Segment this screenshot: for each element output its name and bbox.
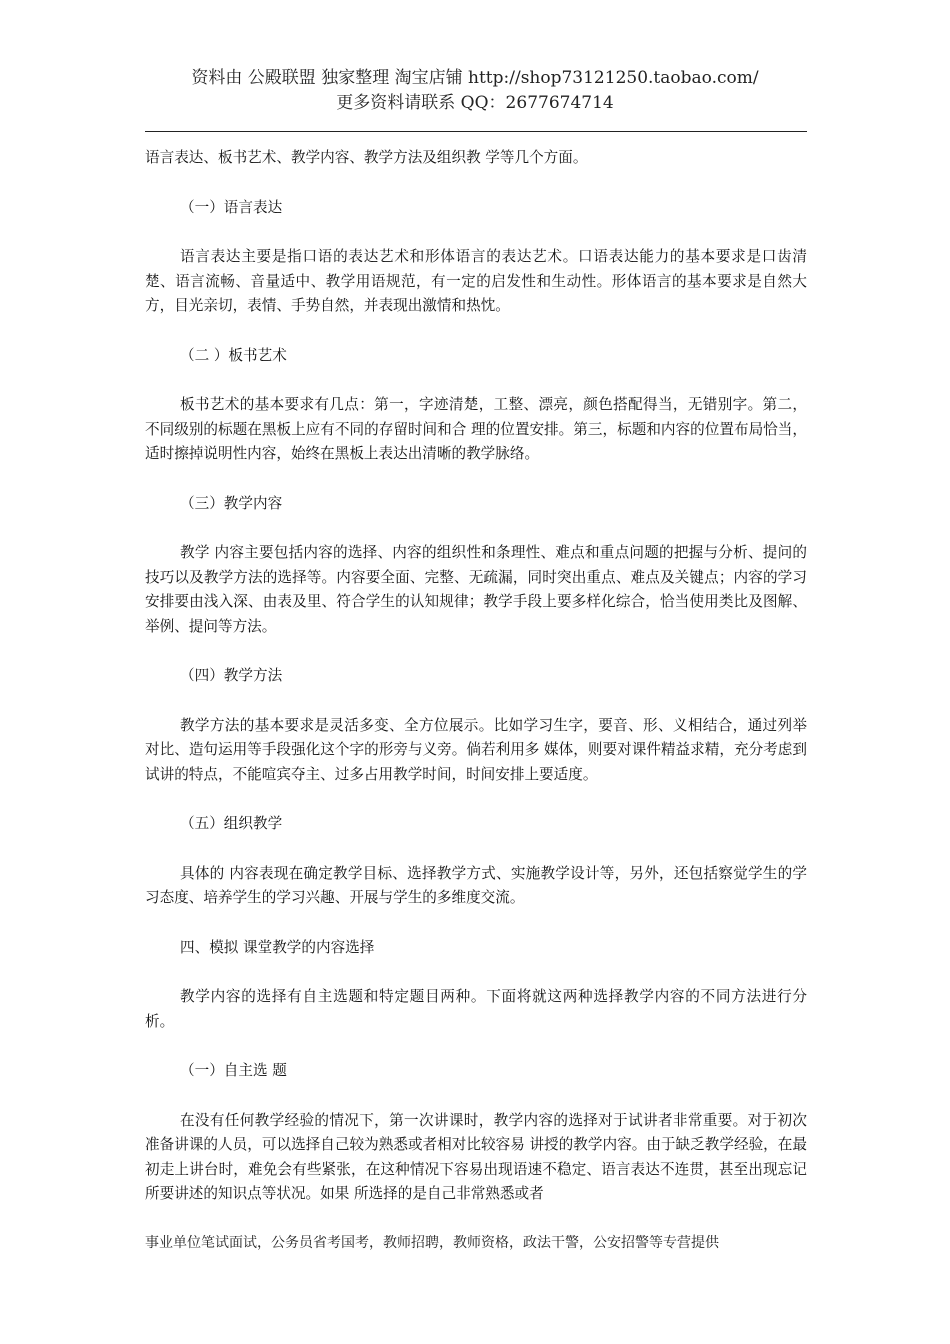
intro-text: 语言表达、板书艺术、教学内容、教学方法及组织教 学等几个方面。 <box>145 149 588 166</box>
paragraph-method: 教学方法的基本要求是灵活多变、全方位展示。比如学习生字，要音、形、义相结合，通过列举对比、造句运用等手段强化这个字的形旁与义旁。倘若利用多 媒体，则要对课件精益求精，充分考虑到试讲的特点，不能喧宾夺主、过多占用教学时间，时间安排上要适度。 <box>145 716 807 783</box>
header-divider <box>145 131 807 132</box>
section-heading-content-selection: 四、模拟 课堂教学的内容选择 <box>180 938 375 956</box>
document-body <box>145 146 807 1232</box>
paragraph-language: 语言表达主要是指口语的表达艺术和形体语言的表达艺术。口语表达能力的基本要求是口齿清楚、语言流畅、音量适中、教学用语规范，有一定的启发性和生动性。形体语言的基本要求是自然大方，目光亲切，表情、手势自然，并表现出激情和热忱。 <box>145 248 807 314</box>
section-heading-blackboard: （二 ）板书艺术 <box>180 346 287 364</box>
page-footer: 事业单位笔试面试，公务员省考国考，教师招聘，教师资格，政法干警，公安招警等专营提供 <box>145 1235 719 1251</box>
paragraph-blackboard: 板书艺术的基本要求有几点：第一，字迹清楚，工整、漂亮，颜色搭配得当，无错别字。第二，不同级别的标题在黑板上应有不同的存留时间和合 理的位置安排。第三，标题和内容的位置布局恰当，适时擦掉说明性内容，始终在黑板上表达出清晰的教学脉络。 <box>145 396 807 462</box>
page-header <box>0 66 950 116</box>
paragraph-content: 教学 内容主要包括内容的选择、内容的组织性和条理性、难点和重点问题的把握与分析、提问的技巧以及教学方法的选择等。内容要全面、完整、无疏漏，同时突出重点、难点及关键点；内容的学习安排要由浅入深、由表及里、符合学生的认知规律；教学手段上要多样化综合，恰当使用类比及图解、举例、提问等方法。 <box>145 544 807 635</box>
paragraph-self-topic: 在没有任何教学经验的情况下，第一次讲课时，教学内容的选择对于试讲者非常重要。对于初次准备讲课的人员，可以选择自己较为熟悉或者相对比较容易 讲授的教学内容。由于缺乏教学经验，在最初走上讲台时，难免会有些紧张，在这种情况下容易出现语速不稳定、语言表达不连贯，甚至出现忘记所要讲述的知识点等状况。如果 所选择的是自己非常熟悉或者 <box>145 1111 807 1202</box>
section-heading-self-topic: （一）自主选 题 <box>180 1062 287 1079</box>
paragraph-organization: 具体的 内容表现在确定教学目标、选择教学方式、实施教学设计等，另外，还包括察觉学生的学习态度、培养学生的学习兴趣、开展与学生的多维度交流。 <box>145 864 807 906</box>
section-heading-organization: （五）组织教学 <box>180 815 283 832</box>
paragraph-content-selection: 教学内容的选择有自主选题和特定题目两种。下面将就这两种选择教学内容的不同方法进行分析。 <box>145 988 807 1030</box>
section-heading-language: （一）语言表达 <box>180 198 283 216</box>
section-heading-content: （三）教学内容 <box>180 494 283 512</box>
section-heading-method: （四）教学方法 <box>180 667 283 684</box>
header-line-2: 更多资料请联系 QQ：2677674714 <box>336 93 614 113</box>
header-line-1: 资料由 公殿联盟 独家整理 淘宝店铺 http://shop73121250.taobao.com/ <box>191 68 759 88</box>
